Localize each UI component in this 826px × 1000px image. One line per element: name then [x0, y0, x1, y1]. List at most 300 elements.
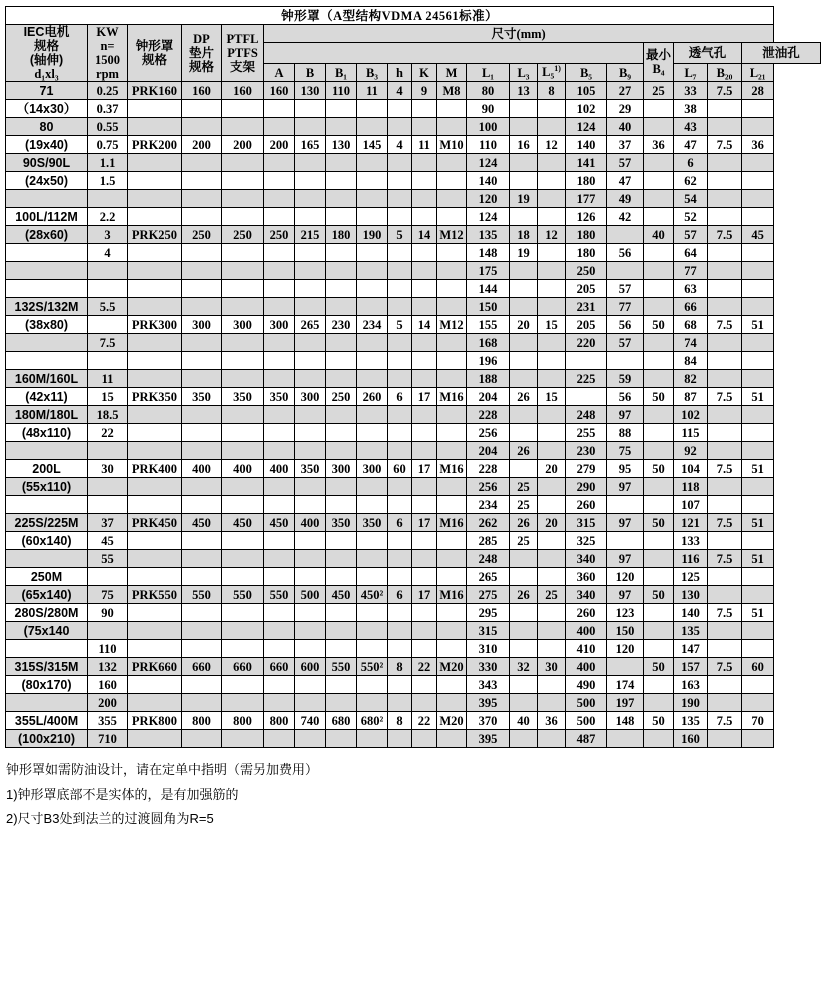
- table-row[interactable]: [6, 496, 821, 514]
- cell-prk: [128, 676, 182, 694]
- cell-prk: [128, 496, 182, 514]
- table-row[interactable]: [6, 280, 821, 298]
- cell-L5: [538, 730, 566, 748]
- cell-L21: [742, 100, 774, 118]
- cell-L7: 147: [674, 640, 708, 658]
- cell-B20: 7.5: [708, 658, 742, 676]
- cell-L5: [538, 676, 566, 694]
- cell-M: [437, 370, 467, 388]
- cell-L21: 70: [742, 712, 774, 730]
- cell-B: 300: [295, 388, 326, 406]
- cell-B: [295, 424, 326, 442]
- cell-L21: [742, 406, 774, 424]
- cell-kw: [88, 496, 128, 514]
- cell-K: [412, 334, 437, 352]
- header-col-h: h: [388, 64, 412, 82]
- cell-L1: 188: [467, 370, 510, 388]
- cell-h: [388, 694, 412, 712]
- cell-L3: 26: [510, 388, 538, 406]
- cell-L7: 57: [674, 226, 708, 244]
- header-col-L21: L₂₁: [742, 64, 774, 82]
- spec-sheet-page: [0, 6, 826, 832]
- cell-L7: 157: [674, 658, 708, 676]
- table-row[interactable]: [6, 298, 821, 316]
- cell-iec: (38x80): [6, 316, 88, 334]
- cell-ptfl: [222, 190, 264, 208]
- cell-B1: [326, 298, 357, 316]
- cell-L7: 6: [674, 154, 708, 172]
- cell-kw: 5.5: [88, 298, 128, 316]
- cell-B4: 148: [607, 712, 644, 730]
- cell-K: [412, 694, 437, 712]
- cell-prk: [128, 568, 182, 586]
- cell-prk: [128, 550, 182, 568]
- cell-A: [264, 622, 295, 640]
- cell-B9: 25: [644, 82, 674, 100]
- header-col-L7: L₇: [674, 64, 708, 82]
- header-drain-group: 泄油孔: [742, 43, 821, 64]
- cell-h: [388, 676, 412, 694]
- cell-B20: 7.5: [708, 226, 742, 244]
- cell-L21: [742, 586, 774, 604]
- table-row[interactable]: [6, 730, 821, 748]
- cell-M: [437, 640, 467, 658]
- cell-B9: [644, 334, 674, 352]
- cell-B4: 42: [607, 208, 644, 226]
- cell-L21: 45: [742, 226, 774, 244]
- cell-M: [437, 352, 467, 370]
- cell-K: [412, 442, 437, 460]
- cell-h: [388, 550, 412, 568]
- table-row[interactable]: [6, 154, 821, 172]
- cell-L21: 60: [742, 658, 774, 676]
- header-prk-size: 钟形罩 规格: [128, 25, 182, 82]
- cell-L5: 20: [538, 460, 566, 478]
- cell-M: M16: [437, 460, 467, 478]
- cell-M: M12: [437, 316, 467, 334]
- cell-L1: 234: [467, 496, 510, 514]
- cell-B20: 7.5: [708, 604, 742, 622]
- cell-L1: 330: [467, 658, 510, 676]
- cell-L7: 125: [674, 568, 708, 586]
- cell-K: [412, 154, 437, 172]
- cell-K: 11: [412, 136, 437, 154]
- cell-L7: 77: [674, 262, 708, 280]
- table-row[interactable]: [6, 622, 821, 640]
- cell-B9: [644, 622, 674, 640]
- cell-B: [295, 208, 326, 226]
- cell-ptfl: [222, 370, 264, 388]
- cell-M: [437, 424, 467, 442]
- cell-B4: [607, 352, 644, 370]
- table-row[interactable]: [6, 568, 821, 586]
- cell-dp: 350: [182, 388, 222, 406]
- table-row[interactable]: [6, 640, 821, 658]
- cell-L21: [742, 190, 774, 208]
- cell-L1: 196: [467, 352, 510, 370]
- table-row[interactable]: [6, 244, 821, 262]
- cell-A: 200: [264, 136, 295, 154]
- cell-iec: (55x110): [6, 478, 88, 496]
- cell-L1: 204: [467, 442, 510, 460]
- cell-B1: 130: [326, 136, 357, 154]
- cell-L7: 115: [674, 424, 708, 442]
- cell-B3: [357, 730, 388, 748]
- table-row[interactable]: [6, 388, 821, 406]
- cell-B1: [326, 622, 357, 640]
- cell-dp: [182, 676, 222, 694]
- cell-B5: 315: [566, 514, 607, 532]
- cell-B20: [708, 244, 742, 262]
- cell-A: [264, 262, 295, 280]
- cell-L5: [538, 406, 566, 424]
- cell-L7: 63: [674, 280, 708, 298]
- cell-B: 600: [295, 658, 326, 676]
- cell-L5: 36: [538, 712, 566, 730]
- cell-L21: [742, 280, 774, 298]
- cell-A: [264, 730, 295, 748]
- table-row[interactable]: [6, 226, 821, 244]
- cell-L7: 54: [674, 190, 708, 208]
- cell-B3: [357, 100, 388, 118]
- cell-B3: [357, 640, 388, 658]
- cell-B3: [357, 208, 388, 226]
- cell-B1: 110: [326, 82, 357, 100]
- cell-B4: 56: [607, 244, 644, 262]
- cell-B20: [708, 622, 742, 640]
- cell-h: 4: [388, 82, 412, 100]
- table-row[interactable]: [6, 460, 821, 478]
- table-row[interactable]: [6, 442, 821, 460]
- cell-B3: 350: [357, 514, 388, 532]
- cell-dp: 800: [182, 712, 222, 730]
- table-row[interactable]: [6, 424, 821, 442]
- cell-L1: 262: [467, 514, 510, 532]
- cell-iec: [6, 442, 88, 460]
- cell-B3: [357, 568, 388, 586]
- table-row[interactable]: [6, 478, 821, 496]
- cell-L5: [538, 640, 566, 658]
- cell-M: M10: [437, 136, 467, 154]
- cell-A: [264, 208, 295, 226]
- cell-B: [295, 694, 326, 712]
- cell-K: [412, 496, 437, 514]
- table-row[interactable]: [6, 136, 821, 154]
- cell-B5: 260: [566, 496, 607, 514]
- cell-ptfl: [222, 568, 264, 586]
- cell-L21: [742, 244, 774, 262]
- cell-A: [264, 676, 295, 694]
- table-row[interactable]: [6, 82, 821, 100]
- cell-prk: [128, 640, 182, 658]
- cell-dp: [182, 100, 222, 118]
- table-row[interactable]: [6, 172, 821, 190]
- cell-ptfl: 450: [222, 514, 264, 532]
- cell-B3: [357, 550, 388, 568]
- cell-kw: [88, 568, 128, 586]
- cell-L1: 140: [467, 172, 510, 190]
- cell-kw: 132: [88, 658, 128, 676]
- cell-iec: 71: [6, 82, 88, 100]
- cell-L7: 135: [674, 712, 708, 730]
- cell-A: [264, 550, 295, 568]
- cell-B9: [644, 100, 674, 118]
- cell-B9: 36: [644, 136, 674, 154]
- cell-B20: [708, 118, 742, 136]
- cell-B4: [607, 262, 644, 280]
- cell-K: [412, 208, 437, 226]
- cell-L5: [538, 370, 566, 388]
- table-row[interactable]: [6, 118, 821, 136]
- cell-prk: PRK300: [128, 316, 182, 334]
- cell-B20: 7.5: [708, 550, 742, 568]
- header-col-L1: L₁: [467, 64, 510, 82]
- header-col-K: K: [412, 64, 437, 82]
- cell-ptfl: [222, 604, 264, 622]
- cell-B1: [326, 334, 357, 352]
- cell-ptfl: [222, 244, 264, 262]
- cell-iec: 225S/225M: [6, 514, 88, 532]
- cell-L3: [510, 154, 538, 172]
- cell-B: [295, 118, 326, 136]
- cell-B9: 50: [644, 712, 674, 730]
- cell-B1: [326, 442, 357, 460]
- cell-M: [437, 568, 467, 586]
- header-col-A: A: [264, 64, 295, 82]
- table-row[interactable]: [6, 676, 821, 694]
- cell-ptfl: [222, 730, 264, 748]
- cell-B: [295, 154, 326, 172]
- cell-B4: [607, 532, 644, 550]
- cell-B20: [708, 154, 742, 172]
- cell-B3: 300: [357, 460, 388, 478]
- table-row[interactable]: [6, 352, 821, 370]
- cell-L1: 124: [467, 208, 510, 226]
- table-row[interactable]: [6, 550, 821, 568]
- cell-L7: 87: [674, 388, 708, 406]
- cell-B5: 205: [566, 280, 607, 298]
- cell-B: [295, 334, 326, 352]
- cell-iec: (65x140): [6, 586, 88, 604]
- cell-B9: 50: [644, 514, 674, 532]
- cell-A: [264, 154, 295, 172]
- cell-dp: [182, 244, 222, 262]
- cell-h: 5: [388, 316, 412, 334]
- cell-L7: 84: [674, 352, 708, 370]
- cell-dp: 300: [182, 316, 222, 334]
- cell-L5: [538, 550, 566, 568]
- cell-ptfl: [222, 118, 264, 136]
- cell-dp: 200: [182, 136, 222, 154]
- cell-B4: 88: [607, 424, 644, 442]
- cell-K: [412, 100, 437, 118]
- cell-ptfl: [222, 352, 264, 370]
- table-row[interactable]: [6, 712, 821, 730]
- cell-kw: 3: [88, 226, 128, 244]
- cell-B3: [357, 694, 388, 712]
- cell-B1: [326, 190, 357, 208]
- cell-L7: 33: [674, 82, 708, 100]
- cell-B5: 400: [566, 622, 607, 640]
- table-row[interactable]: [6, 532, 821, 550]
- cell-A: [264, 172, 295, 190]
- cell-B5: 340: [566, 586, 607, 604]
- cell-M: [437, 118, 467, 136]
- cell-B20: [708, 262, 742, 280]
- cell-L1: 310: [467, 640, 510, 658]
- cell-L5: 12: [538, 226, 566, 244]
- cell-iec: [6, 550, 88, 568]
- cell-K: [412, 280, 437, 298]
- cell-B5: 250: [566, 262, 607, 280]
- cell-kw: 0.37: [88, 100, 128, 118]
- cell-M: [437, 172, 467, 190]
- cell-B5: 360: [566, 568, 607, 586]
- cell-h: 6: [388, 586, 412, 604]
- cell-L7: 43: [674, 118, 708, 136]
- cell-iec: [6, 244, 88, 262]
- cell-dp: [182, 532, 222, 550]
- cell-A: 550: [264, 586, 295, 604]
- table-row[interactable]: [6, 100, 821, 118]
- header-col-L3: L₃: [510, 64, 538, 82]
- cell-B9: [644, 568, 674, 586]
- cell-B3: [357, 352, 388, 370]
- cell-L5: [538, 568, 566, 586]
- cell-M: M16: [437, 514, 467, 532]
- cell-B4: 120: [607, 568, 644, 586]
- cell-B4: 97: [607, 550, 644, 568]
- cell-L3: 40: [510, 712, 538, 730]
- table-row[interactable]: [6, 334, 821, 352]
- cell-B: [295, 604, 326, 622]
- table-row[interactable]: [6, 604, 821, 622]
- cell-L1: 265: [467, 568, 510, 586]
- cell-prk: [128, 478, 182, 496]
- header-col-B3: B₃: [357, 64, 388, 82]
- cell-B4: 97: [607, 586, 644, 604]
- cell-B4: 120: [607, 640, 644, 658]
- cell-B: [295, 352, 326, 370]
- cell-iec: [6, 190, 88, 208]
- cell-prk: PRK800: [128, 712, 182, 730]
- cell-B20: [708, 172, 742, 190]
- cell-L7: 107: [674, 496, 708, 514]
- cell-B20: [708, 370, 742, 388]
- cell-iec: [6, 334, 88, 352]
- cell-iec: (48x110): [6, 424, 88, 442]
- table-row[interactable]: [6, 262, 821, 280]
- cell-h: [388, 352, 412, 370]
- cell-kw: [88, 262, 128, 280]
- cell-B9: [644, 550, 674, 568]
- cell-K: [412, 298, 437, 316]
- cell-h: 6: [388, 514, 412, 532]
- cell-kw: [88, 622, 128, 640]
- table-row[interactable]: [6, 208, 821, 226]
- cell-B4: 97: [607, 406, 644, 424]
- cell-L5: 8: [538, 82, 566, 100]
- cell-B20: [708, 586, 742, 604]
- table-row[interactable]: [6, 514, 821, 532]
- cell-L5: [538, 532, 566, 550]
- cell-B1: [326, 478, 357, 496]
- cell-B3: 550²: [357, 658, 388, 676]
- cell-B3: 190: [357, 226, 388, 244]
- cell-B3: 450²: [357, 586, 388, 604]
- cell-L3: 25: [510, 532, 538, 550]
- cell-iec: [6, 352, 88, 370]
- cell-L1: 256: [467, 478, 510, 496]
- cell-L5: [538, 298, 566, 316]
- table-row[interactable]: [6, 316, 821, 334]
- cell-kw: 45: [88, 532, 128, 550]
- cell-B5: 279: [566, 460, 607, 478]
- cell-L1: 395: [467, 694, 510, 712]
- cell-K: [412, 406, 437, 424]
- cell-L1: 144: [467, 280, 510, 298]
- cell-L21: 51: [742, 316, 774, 334]
- cell-L7: 133: [674, 532, 708, 550]
- cell-B1: [326, 208, 357, 226]
- cell-dp: [182, 694, 222, 712]
- cell-B5: 105: [566, 82, 607, 100]
- footnote-1: 1)钟形罩底部不是实体的，是有加强筋的: [6, 786, 239, 802]
- cell-prk: PRK400: [128, 460, 182, 478]
- header-col-B: B: [295, 64, 326, 82]
- cell-h: 6: [388, 388, 412, 406]
- cell-L21: [742, 118, 774, 136]
- cell-B: 165: [295, 136, 326, 154]
- cell-iec: (19x40): [6, 136, 88, 154]
- table-row[interactable]: [6, 694, 821, 712]
- cell-B1: 550: [326, 658, 357, 676]
- cell-iec: 90S/90L: [6, 154, 88, 172]
- cell-L5: [538, 154, 566, 172]
- cell-M: M12: [437, 226, 467, 244]
- cell-dp: [182, 118, 222, 136]
- table-row[interactable]: [6, 658, 821, 676]
- cell-dp: 660: [182, 658, 222, 676]
- cell-B5: 490: [566, 676, 607, 694]
- cell-B: 740: [295, 712, 326, 730]
- cell-B1: 250: [326, 388, 357, 406]
- cell-L1: 110: [467, 136, 510, 154]
- cell-L5: 20: [538, 514, 566, 532]
- cell-iec: 315S/315M: [6, 658, 88, 676]
- table-row[interactable]: [6, 586, 821, 604]
- cell-B9: [644, 280, 674, 298]
- cell-K: [412, 262, 437, 280]
- table-row[interactable]: [6, 190, 821, 208]
- cell-L1: 124: [467, 154, 510, 172]
- cell-L1: 343: [467, 676, 510, 694]
- table-row[interactable]: [6, 370, 821, 388]
- cell-B5: 177: [566, 190, 607, 208]
- cell-kw: 11: [88, 370, 128, 388]
- cell-L21: [742, 622, 774, 640]
- cell-kw: 110: [88, 640, 128, 658]
- cell-kw: 0.75: [88, 136, 128, 154]
- cell-B4: 150: [607, 622, 644, 640]
- table-row[interactable]: [6, 406, 821, 424]
- cell-B4: 97: [607, 514, 644, 532]
- header-col-B1: B₁: [326, 64, 357, 82]
- cell-L7: 190: [674, 694, 708, 712]
- cell-M: [437, 100, 467, 118]
- cell-B1: [326, 730, 357, 748]
- cell-prk: [128, 532, 182, 550]
